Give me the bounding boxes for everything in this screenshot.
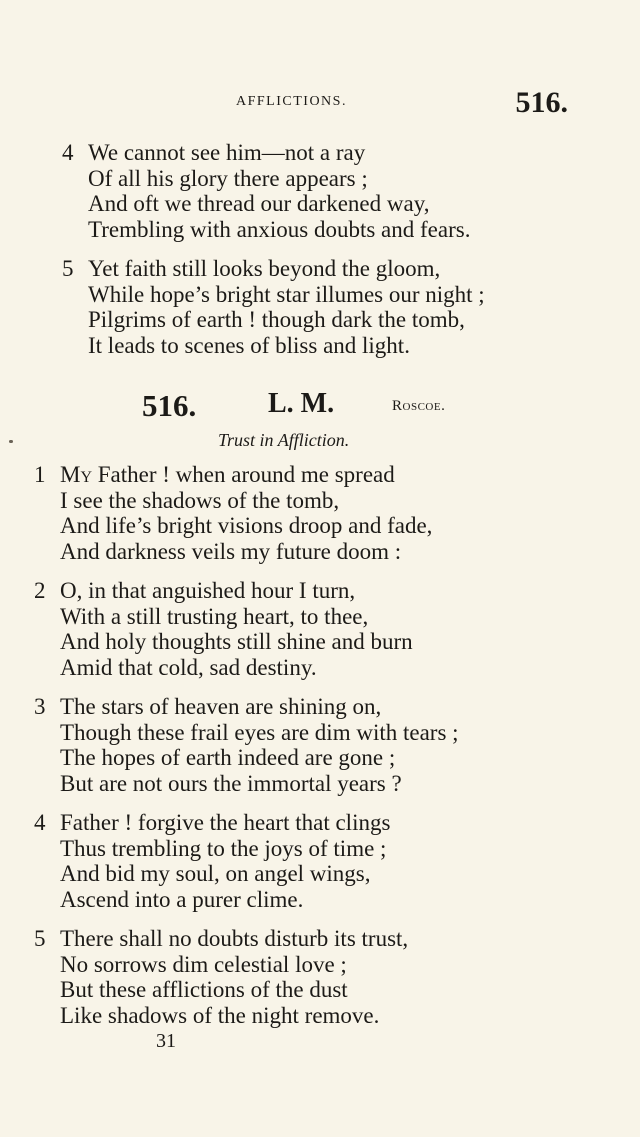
verse-line: There shall no doubts disturb its trust, [60, 926, 409, 951]
verse-line: I see the shadows of the tomb, [60, 487, 340, 513]
signature-mark: 31 [156, 1030, 176, 1052]
first-word-initial: My [60, 462, 93, 487]
hymn-meter: L. M. [268, 388, 335, 419]
verse-line: Father ! forgive the heart that clings [60, 810, 391, 835]
verse-line: No sorrows dim celestial love ; [60, 951, 347, 977]
verse-line: Thus trembling to the joys of time ; [60, 835, 387, 861]
verse-line: It leads to scenes of bliss and light. [88, 332, 410, 358]
running-head [0, 88, 640, 118]
verse-line: With a still trusting heart, to thee, [60, 603, 369, 629]
verse-line: Pilgrims of earth ! though dark the tomb, [88, 307, 465, 332]
verse-line: The hopes of earth indeed are gone ; [60, 745, 396, 770]
stanza-number: 2 [34, 578, 46, 603]
hymn-header [0, 388, 640, 428]
hymn-number: 516. [142, 388, 197, 423]
verse-line: Amid that cold, sad destiny. [60, 654, 317, 680]
verse-line: Of all his glory there appears ; [88, 165, 368, 191]
stanza-lines [60, 578, 413, 680]
stanza-lines [88, 140, 470, 242]
verse-line: But are not ours the immortal years ? [60, 770, 402, 796]
hymn-author: Roscoe. [392, 398, 446, 414]
stanza-lines [60, 926, 408, 1028]
verse-line: And oft we thread our darkened way, [88, 191, 430, 216]
verse-line: And holy thoughts still shine and burn [60, 629, 413, 654]
verse-line: Ascend into a purer clime. [60, 886, 304, 912]
verse-line: And bid my soul, on angel wings, [60, 861, 371, 886]
stanza-lines [88, 256, 485, 358]
print-speck [9, 440, 13, 443]
verse-line [60, 462, 432, 488]
verse-line: Trembling with anxious doubts and fears. [88, 216, 471, 242]
stanza-number: 5 [34, 926, 46, 951]
stanza-lines [60, 694, 459, 796]
verse-line: While hope’s bright star illumes our night ; [88, 281, 485, 307]
verse-line: And life’s bright visions droop and fade, [60, 513, 433, 538]
stanza-number: 5 [62, 256, 74, 281]
verse-line: We cannot see him—not a ray [88, 140, 366, 165]
verse-line: The stars of heaven are shining on, [60, 694, 382, 719]
verse-line: Though these frail eyes are dim with tears ; [60, 719, 459, 745]
section-title: AFFLICTIONS. [236, 94, 347, 109]
stanza-lines [60, 810, 390, 912]
verse-line: But these afflictions of the dust [60, 977, 348, 1002]
verse-line: Like shadows of the night remove. [60, 1002, 380, 1028]
stanza-lines [60, 462, 432, 564]
running-hymn-number: 516. [515, 86, 568, 119]
stanza-number: 4 [34, 810, 46, 835]
verse-line: And darkness veils my future doom : [60, 538, 402, 564]
verse-line: Yet faith still looks beyond the gloom, [88, 256, 441, 281]
verse-line-rest: Father ! when around me spread [92, 462, 395, 487]
verse-line: O, in that anguished hour I turn, [60, 578, 356, 603]
stanza-number: 1 [34, 462, 46, 487]
hymn-subtitle: Trust in Affliction. [218, 430, 350, 450]
stanza-number: 3 [34, 694, 46, 719]
stanza-number: 4 [62, 140, 74, 165]
